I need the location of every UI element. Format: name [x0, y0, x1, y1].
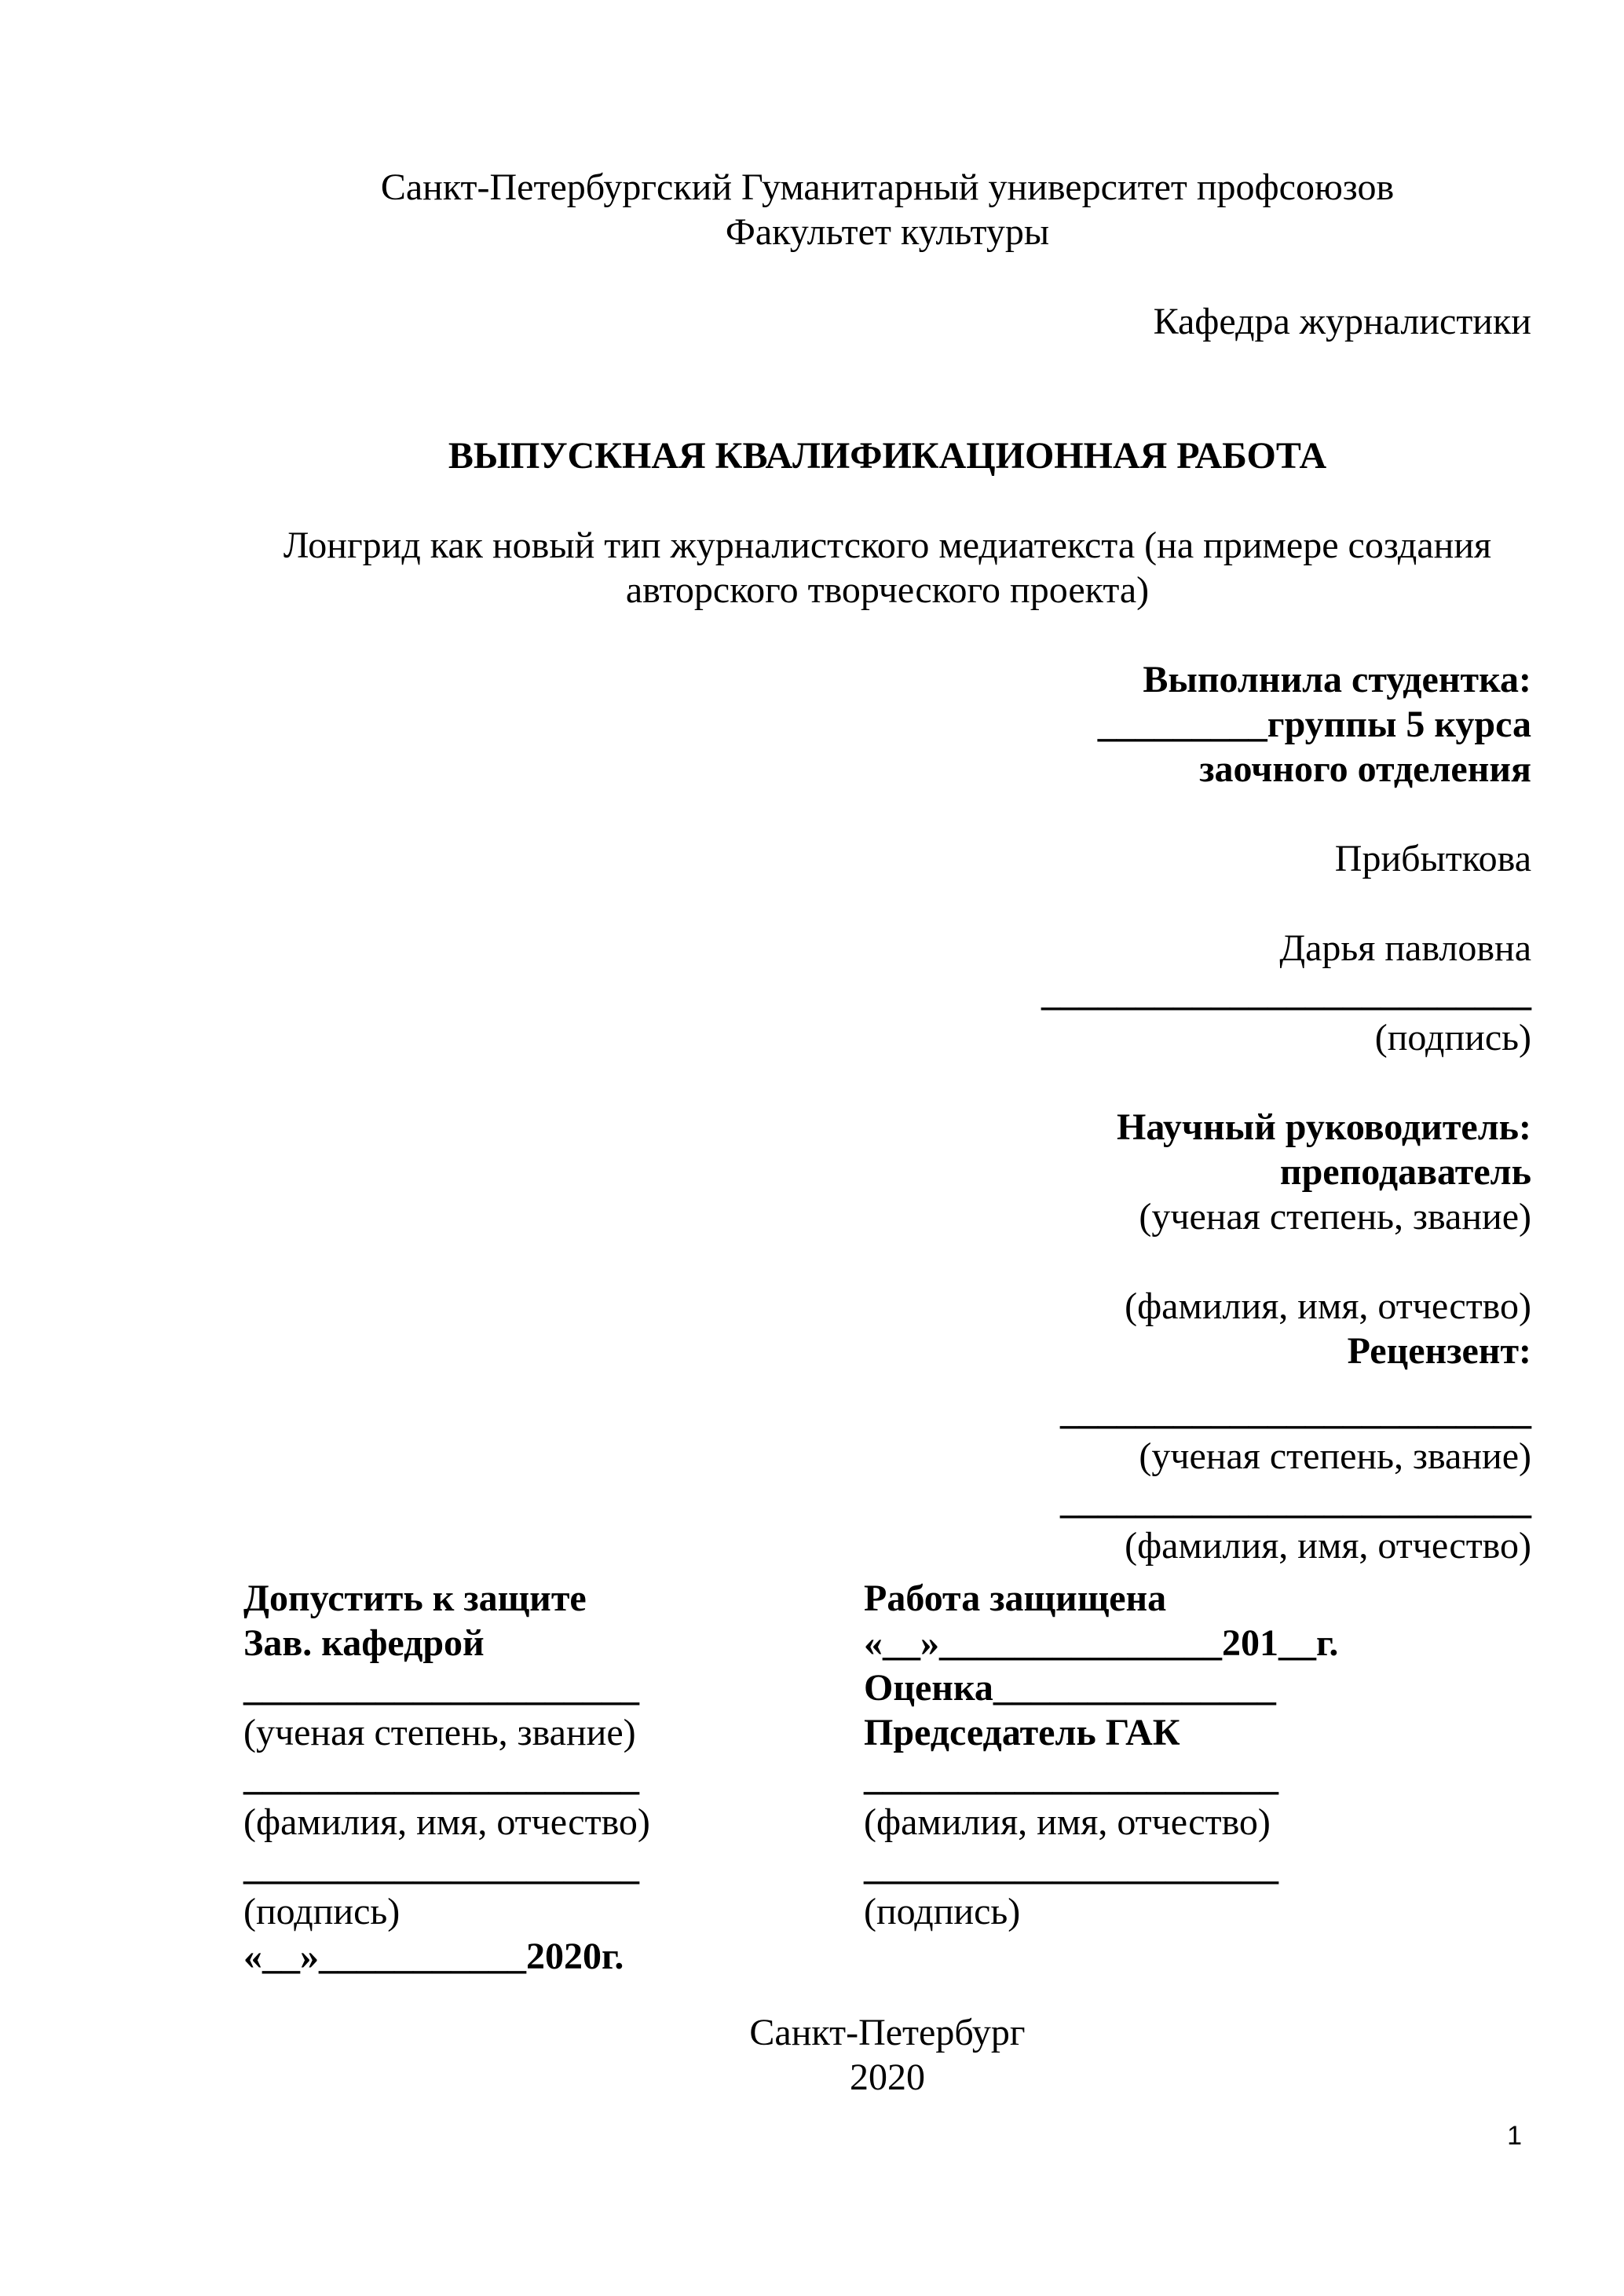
footer-block	[243, 2010, 1531, 2100]
reviewer-degree-line: _________________________	[1060, 1391, 1531, 1432]
right-name-caption: (фамилия, имя, отчество)	[864, 1801, 1271, 1843]
left-degree-line: _____________________	[243, 1667, 639, 1709]
faculty-name: Факультет культуры	[725, 211, 1050, 253]
student-surname: Прибыткова	[1334, 838, 1531, 879]
left-signature-caption: (подпись)	[243, 1891, 401, 1932]
advisor-degree-caption: (ученая степень, звание)	[1139, 1196, 1531, 1238]
work-title: ВЫПУСКНАЯ КВАЛИФИКАЦИОННАЯ РАБОТА	[448, 435, 1327, 477]
left-degree-caption: (ученая степень, звание)	[243, 1712, 636, 1753]
footer-year: 2020	[850, 2057, 925, 2098]
gak-chairman-label: Председатель ГАК	[864, 1712, 1180, 1753]
performed-by-label: Выполнила студентка:	[1143, 659, 1531, 700]
left-date-line: «__»___________2020г.	[243, 1936, 624, 1977]
footer-city: Санкт-Петербург	[749, 2012, 1026, 2053]
advisor-name-caption: (фамилия, имя, отчество)	[1125, 1285, 1531, 1327]
approval-section	[243, 1576, 1531, 1979]
right-signature-caption: (подпись)	[864, 1891, 1021, 1932]
student-signature-caption: (подпись)	[1374, 1017, 1531, 1058]
approval-right-column	[864, 1576, 1531, 1979]
page-number: 1	[1507, 2121, 1522, 2151]
student-signature-line: __________________________	[1041, 972, 1531, 1014]
department-name: Кафедра журналистики	[1153, 301, 1531, 342]
admit-to-defense-label: Допустить к защите	[243, 1578, 587, 1619]
group-line: _________группы 5 курса	[1097, 704, 1531, 745]
left-signature-line: _____________________	[243, 1846, 639, 1888]
right-date-line: «__»_______________201__г.	[864, 1622, 1339, 1664]
university-name: Санкт-Петербургский Гуманитарный университет профсоюзов	[380, 166, 1395, 208]
reviewer-label: Рецензент:	[1347, 1330, 1531, 1372]
reviewer-name-caption: (фамилия, имя, отчество)	[1125, 1525, 1531, 1567]
head-of-department-label: Зав. кафедрой	[243, 1622, 485, 1664]
approval-left-column	[243, 1576, 864, 1979]
student-name-patronymic: Дарья павловна	[1279, 927, 1531, 969]
work-topic: Лонгрид как новый тип журналистского медиатекста (на примере создания авторского творческого проекта)	[283, 525, 1492, 611]
reviewer-name-line: _________________________	[1060, 1480, 1531, 1522]
right-name-line: ______________________	[864, 1757, 1278, 1798]
right-signature-line: ______________________	[864, 1846, 1278, 1888]
reviewer-degree-caption: (ученая степень, звание)	[1139, 1435, 1531, 1477]
division-line: заочного отделения	[1199, 748, 1531, 790]
advisor-position: преподаватель	[1279, 1151, 1531, 1193]
advisor-label: Научный руководитель:	[1117, 1106, 1531, 1148]
left-name-line: _____________________	[243, 1757, 639, 1798]
left-name-caption: (фамилия, имя, отчество)	[243, 1801, 650, 1843]
grade-line: Оценка_______________	[864, 1667, 1276, 1709]
work-defended-label: Работа защищена	[864, 1578, 1167, 1619]
